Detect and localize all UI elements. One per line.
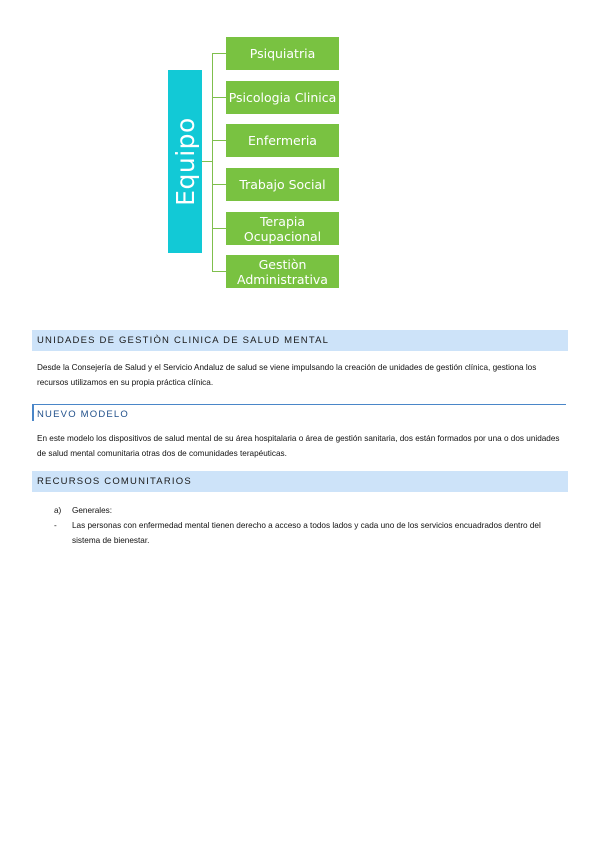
list-title: Generales: [72,506,113,515]
diagram-item-label: Terapia Ocupacional [243,213,322,244]
section-heading-nuevo-modelo [32,404,566,424]
diagram-item-label: Psiquiatria [249,46,316,61]
diagram-item-enfermeria [226,124,339,157]
connector-line [212,228,226,229]
diagram-item-label: Psicologia Clinica [228,90,337,105]
connector-stem [202,161,212,162]
section-heading-text: UNIDADES DE GESTIÒN CLINICA DE SALUD MENTAL [37,335,330,346]
list-letter: a) [54,506,62,515]
diagram-item-label: Trabajo Social [239,177,326,192]
paragraph-unidades: Desde la Consejería de Salud y el Servicio Andaluz de salud se viene impulsando la creación de unidades de gestión clínica, gestiona los recursos utilizamos en su propia práctica clínica. [37,363,537,387]
diagram-item-terapia-ocupacional [226,212,339,245]
connector-line [212,140,226,141]
diagram-item-psiquiatria [226,37,339,70]
diagram-item-gestion-administrativa [226,255,339,288]
connector-line [212,97,226,98]
bullet-text: Las personas con enfermedad mental tienen derecho a acceso a todos lados y cada uno de los servicios encuadrados dentro del sistema de bienestar. [72,521,541,545]
diagram-root-label: Equipo [170,117,200,206]
team-diagram [0,0,599,300]
bullet-marker: - [54,521,57,530]
diagram-root-equipo [168,70,202,253]
paragraph-nuevo-modelo: En este modelo los dispositivos de salud mental de su área hospitalaria o área de gestión sanitaria, dos están formados por una o dos unidades de salud mental comunitaria otras dos de comunidades terapéuticas. [37,434,560,458]
diagram-item-label: Gestiòn Administrativa [237,256,328,287]
connector-line [212,184,226,185]
section-heading-recursos [32,471,568,492]
connector-line [212,53,226,54]
section-heading-text: RECURSOS COMUNITARIOS [37,476,192,487]
section-heading-unidades [32,330,568,351]
connector-bracket [212,53,213,272]
section-heading-text: NUEVO MODELO [37,409,129,420]
diagram-item-psicologia [226,81,339,114]
diagram-item-label: Enfermeria [248,133,317,148]
diagram-item-trabajo-social [226,168,339,201]
connector-line [212,271,226,272]
